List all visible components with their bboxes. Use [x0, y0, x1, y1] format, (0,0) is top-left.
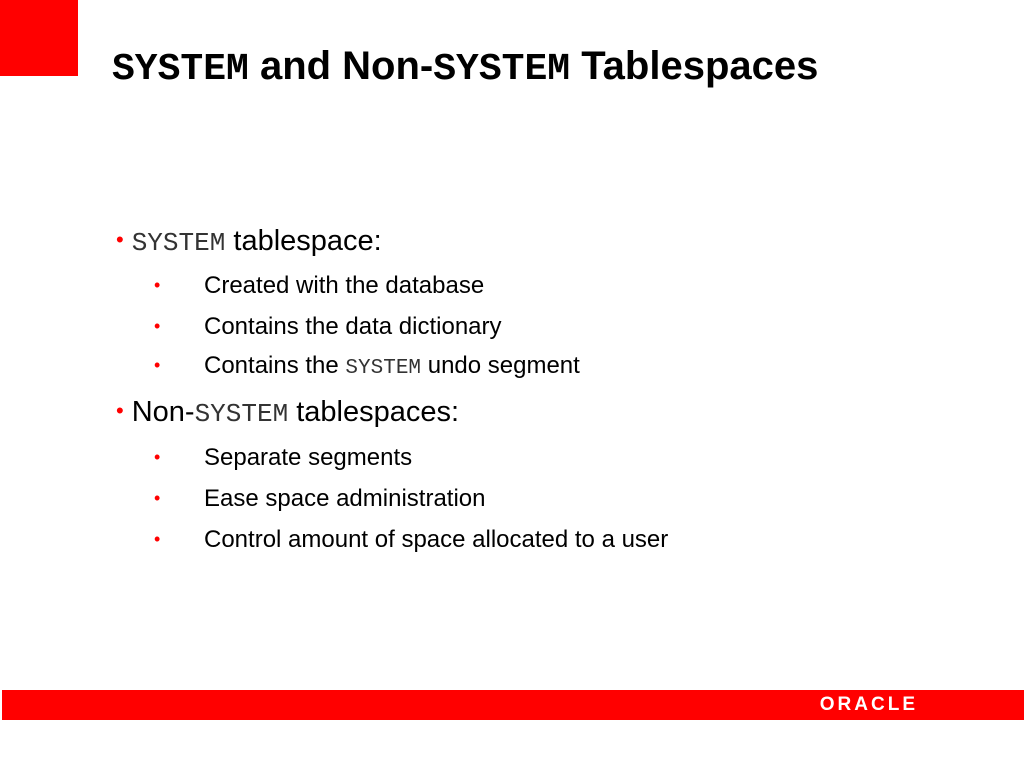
- sub-bullet-dot: •: [154, 488, 161, 508]
- title-mono-system: SYSTEM: [112, 48, 249, 91]
- sub-bullet-text: Created with the database: [204, 272, 485, 299]
- sub-bullet-dot: •: [154, 447, 161, 467]
- sub-bullet-created: [154, 270, 484, 301]
- bullet-prefix: Non-: [131, 396, 195, 428]
- sub-bullet-undo-segment: [154, 350, 580, 384]
- bullet-dot: •: [116, 227, 124, 252]
- corner-accent-block: [0, 0, 78, 76]
- slide-title: [112, 40, 818, 96]
- sub-bullet-text: Control amount of space allocated to a user: [204, 526, 669, 553]
- bullet-non-system-tablespaces: [116, 393, 459, 432]
- sub-bullet-dot: •: [154, 529, 161, 549]
- oracle-logo: ORACLE: [819, 694, 918, 715]
- sub-bullet-mono-system: SYSTEM: [345, 357, 422, 380]
- sub-bullet-text-after: undo segment: [421, 352, 580, 379]
- bullet-system-tablespace: [116, 222, 382, 261]
- sub-bullet-text: Ease space administration: [204, 485, 486, 512]
- bullet-mono-system: SYSTEM: [194, 399, 289, 429]
- title-mono-system-2: SYSTEM: [433, 48, 571, 91]
- footer-bar: [2, 690, 1024, 720]
- sub-bullet-text-before: Contains the: [204, 352, 346, 379]
- sub-bullet-dot: •: [154, 316, 161, 336]
- title-text-tablespaces: Tablespaces: [570, 44, 819, 88]
- sub-bullet-ease-administration: [154, 483, 485, 514]
- bullet-text: tablespace:: [225, 225, 382, 257]
- sub-bullet-control-space: [154, 524, 668, 555]
- sub-bullet-dot: •: [154, 275, 161, 295]
- sub-bullet-separate-segments: [154, 442, 412, 473]
- bullet-dot: •: [116, 398, 124, 423]
- bullet-text: tablespaces:: [288, 396, 460, 428]
- sub-bullet-data-dictionary: [154, 311, 502, 342]
- sub-bullet-dot: •: [154, 355, 161, 375]
- title-text-and-non: and Non-: [248, 44, 434, 88]
- sub-bullet-text: Contains the data dictionary: [204, 313, 502, 340]
- bullet-mono-system: SYSTEM: [131, 228, 226, 258]
- sub-bullet-text: Separate segments: [204, 444, 413, 471]
